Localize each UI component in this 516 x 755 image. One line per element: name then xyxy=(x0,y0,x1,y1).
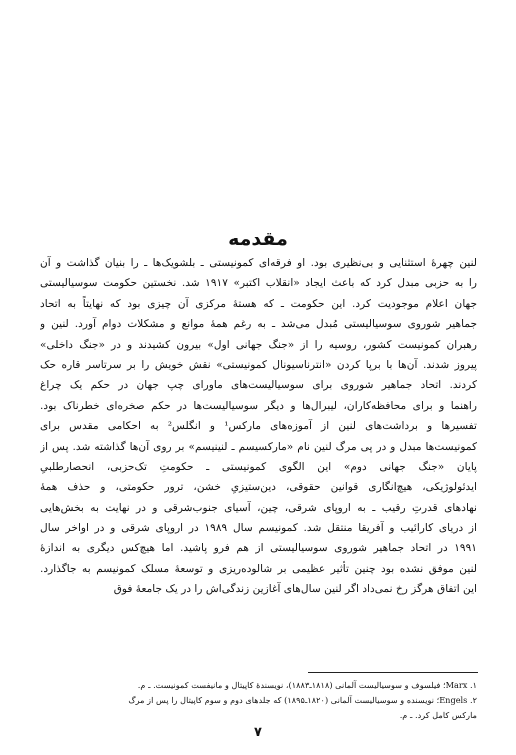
text-line: تفسیرها و برداشت‌های لنین از آموزه‌های مارکس¹ و انگلس² به احکامی مقدس برای xyxy=(40,420,477,433)
page-title: مقدمه xyxy=(228,228,288,250)
footnote-continuation: مارکس کامل کرد. ـ م. xyxy=(399,710,477,720)
text-line: لنین چهرهٔ استثنایی و بی‌نظیری بود. او فرقه‌ای کمونیستی ـ بلشویک‌ها ـ را بنیان گذاشت و آن xyxy=(40,257,477,269)
text-line: کمونیست‌ها مبدل و در پی مرگ لنین نام «مارکسیسم ـ لنینیسم» بر روی آن‌ها گذاشته شد. پس از xyxy=(40,440,477,453)
text-line: رهبران کمونیست کشور، روسیه را از «جنگ جهانی اول» بیرون کشیدند و در «جنگ داخلی» xyxy=(40,338,477,351)
text-line: از دریای کارائیب و آفریقا منتقل شد. کمونیسم سال ۱۹۸۹ در اروپای شرقی و در اواخر سال xyxy=(40,522,477,535)
text-line: پایان «جنگ جهانی دوم» این الگوی کمونیستی ـ حکومتِ تک‌حزبی، انحصارطلبیِ xyxy=(40,460,477,473)
page-number: ۷ xyxy=(254,725,262,740)
text-line: لنین موفق نشده بود چنین تأثیر عظیمی بر شالوده‌ریزی و توسعهٔ مسلک کمونیسم به جاگذارد. xyxy=(40,562,477,575)
text-line: کردند. اتحاد جماهیر شوروی برای سوسیالیست‌های ماورای چپ جهان در حکم یک چراغ xyxy=(40,379,477,392)
footnotes xyxy=(40,678,477,723)
text-line: را به حزبی مبدل کرد که باعث ایجاد «انقلاب اکتبر» ۱۹۱۷ شد. نخستین حکومت سوسیالیستی xyxy=(40,277,477,290)
text-line: جهان اعلام موجودیت کرد. این حکومت ـ که هستهٔ مرکزی آن چیزی بود که نهایتاً به اتحاد xyxy=(40,297,477,310)
text-line: پیروز شدند. آن‌ها با برپا کردن «انترناسیونال کمونیستی» نقش خویش را بر سرتاسر قاره حک xyxy=(40,358,477,371)
footnote-divider xyxy=(308,672,478,673)
footnote: ۱. Marx؛ فیلسوف و سوسیالیست آلمانی (۱۸۱۸ـ۱۸۸۳)، نویسندهٔ کاپیتال و مانیفست کمونیست. ـ م. xyxy=(137,680,477,690)
body-text xyxy=(40,253,477,600)
footnote: ۲. Engels؛ نویسنده و سوسیالیست آلمانی (۱۸۲۰ـ۱۸۹۵) که جلدهای دوم و سوم کاپیتال را پس از مرگ xyxy=(128,695,477,705)
text-line: این اتفاق هرگز رخ نمی‌داد اگر لنین سال‌های آغازین زندگی‌اش را در یک جامعهٔ فوق xyxy=(113,583,477,596)
text-line: ۱۹۹۱ در اتحاد جماهیر شوروی سوسیالیستی از هم فرو پاشید. اما هیچ‌کس دیگری به اندازهٔ xyxy=(40,542,477,555)
text-line: راهنما و برای محافظه‌کاران، لیبرال‌ها و دیگر سوسیالیست‌ها در حکم صخره‌ای خطرناک بود. xyxy=(40,399,477,412)
text-line: ایدئولوژیکی، هیچ‌انگاری قوانین حقوقی، دین‌ستیزیِ خشن، ترور حکومتی، و حذف همهٔ xyxy=(40,481,477,494)
text-line: نهادهای قدرتِ رقیب ـ به اروپای شرقی، چین، آسیای جنوب‌شرقی و در نهایت به بخش‌هایی xyxy=(40,501,477,514)
text-line: جماهیر شوروی سوسیالیستی مُبدل می‌شد ـ به رغم همهٔ موانع و مشکلات دوام آورد. لنین و xyxy=(40,318,477,331)
